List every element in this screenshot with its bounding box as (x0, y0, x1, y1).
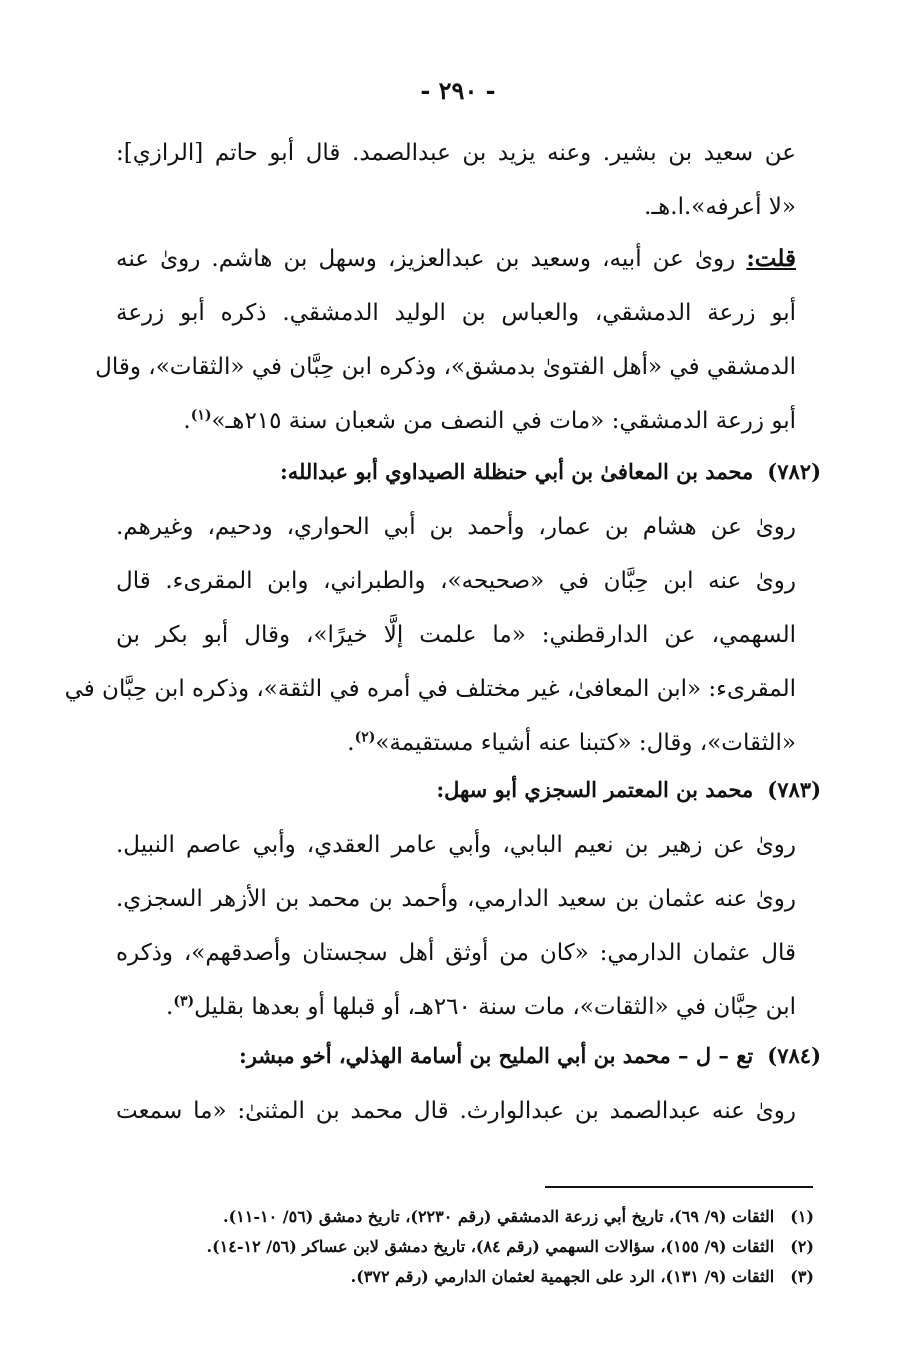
text-line: روىٰ عن زهير بن نعيم البابي، وأبي عامر العقدي، وأبي عاصم النبيل. (116, 832, 796, 858)
entry-paragraph (64, 500, 796, 770)
entry-title: محمد بن المعافىٰ بن أبي حنظلة الصيداوي أبو عبدالله: (279, 459, 754, 484)
entry-heading (111, 774, 821, 806)
text-line: ابن حِبَّان في «الثقات»، مات سنة ٢٦٠هـ، أو قبلها أو بعدها بقليل$^{(٣)}$. (166, 993, 796, 1020)
entry-heading (111, 1040, 821, 1072)
footnote-text: الثقات (٩/ ٦٩)، تاريخ أبي زرعة الدمشقي (رقم ٢٢٣٠)، تاريخ دمشق (٥٦/ ١٠-١١). (223, 1207, 775, 1226)
footnote-item (114, 1232, 814, 1262)
entry-number: (٧٨٢) (767, 459, 821, 484)
entry-number: (٧٨٤) (767, 1043, 821, 1068)
text-line: روىٰ عن هشام بن عمار، وأحمد بن أبي الحواري، ودحيم، وغيرهم. (116, 514, 796, 540)
text-line: أبو زرعة الدمشقي، والعباس بن الوليد الدمشقي. ذكره أبو زرعة (116, 300, 796, 326)
footnote-text: الثقات (٩/ ١٥٥)، سؤالات السهمي (رقم ٨٤)، تاريخ دمشق لابن عساكر (٥٦/ ١٢-١٤). (206, 1237, 775, 1256)
entry-number: (٧٨٣) (767, 777, 821, 802)
footnote-number: (٣) (790, 1267, 814, 1286)
text-line: روىٰ عنه ابن حِبَّان في «صحيحه»، والطبراني، وابن المقرىء. قال (116, 568, 796, 594)
comment-paragraph (95, 232, 796, 448)
footnote-number: (٢) (790, 1237, 814, 1256)
text-line: المقرىء: «ابن المعافىٰ، غير مختلف في أمره في الثقة»، وذكره ابن حِبَّان في (64, 676, 796, 702)
entry-paragraph (116, 818, 796, 1034)
text-line: السهمي، عن الدارقطني: «ما علمت إلَّا خيرًا»، وقال أبو بكر بن (116, 622, 796, 648)
entry-paragraph (116, 1084, 796, 1138)
text-line (116, 232, 796, 286)
text-line: عن سعيد بن بشير. وعنه يزيد بن عبدالصمد. قال أبو حاتم [الرازي]: (116, 140, 796, 166)
footnote-marker: (١) (190, 407, 212, 424)
footnote-item (114, 1202, 814, 1232)
comment-last-line: أبو زرعة الدمشقي: «مات في النصف من شعبان سنة ٢١٥هـ» (211, 408, 796, 434)
entry-last-line: «الثقات»، وقال: «كتبنا عنه أشياء مستقيمة» (375, 730, 796, 756)
entry-title: تع – ل – محمد بن أبي المليح بن أسامة الهذلي، أخو مبشر: (238, 1043, 754, 1068)
text-line: قال عثمان الدارمي: «كان من أوثق أهل سجستان وأصدقهم»، وذكره (116, 940, 796, 966)
continuation-paragraph (116, 126, 796, 234)
footnote-item (114, 1262, 814, 1292)
text-line: روىٰ عنه عثمان بن سعيد الدارمي، وأحمد بن محمد بن الأزهر السجزي. (116, 886, 796, 912)
text-line: أبو زرعة الدمشقي: «مات في النصف من شعبان سنة ٢١٥هـ»$^{(١)}$. (183, 407, 796, 434)
footnote-number: (١) (790, 1207, 814, 1226)
text-line: «لا أعرفه».ا.هـ. (644, 194, 796, 220)
entry-heading (111, 456, 821, 488)
footnote-separator (545, 1186, 813, 1188)
comment-label: قلت: (746, 245, 796, 272)
text-line: الدمشقي في «أهل الفتوىٰ بدمشق»، وذكره ابن حِبَّان في «الثقات»، وقال (95, 354, 796, 380)
entry-last-line: ابن حِبَّان في «الثقات»، مات سنة ٢٦٠هـ، أو قبلها أو بعدها بقليل (194, 994, 796, 1020)
text-line: روىٰ عنه عبدالصمد بن عبدالوارث. قال محمد بن المثنىٰ: «ما سمعت (116, 1098, 796, 1124)
text-line: «الثقات»، وقال: «كتبنا عنه أشياء مستقيمة»$^{(٢)}$. (347, 729, 796, 756)
page-number: - ٢٩٠ - (420, 76, 496, 105)
footnote-marker: (٢) (354, 729, 376, 746)
footnotes (114, 1202, 814, 1292)
comment-first-line: روىٰ عن أبيه، وسعيد بن عبدالعزيز، وسهل بن هاشم. روىٰ عنه (116, 246, 747, 272)
entry-title: محمد بن المعتمر السجزي أبو سهل: (436, 777, 754, 802)
footnote-marker: (٣) (173, 993, 195, 1010)
footnote-text: الثقات (٩/ ١٣١)، الرد على الجهمية لعثمان الدارمي (رقم ٣٧٢). (350, 1267, 775, 1286)
